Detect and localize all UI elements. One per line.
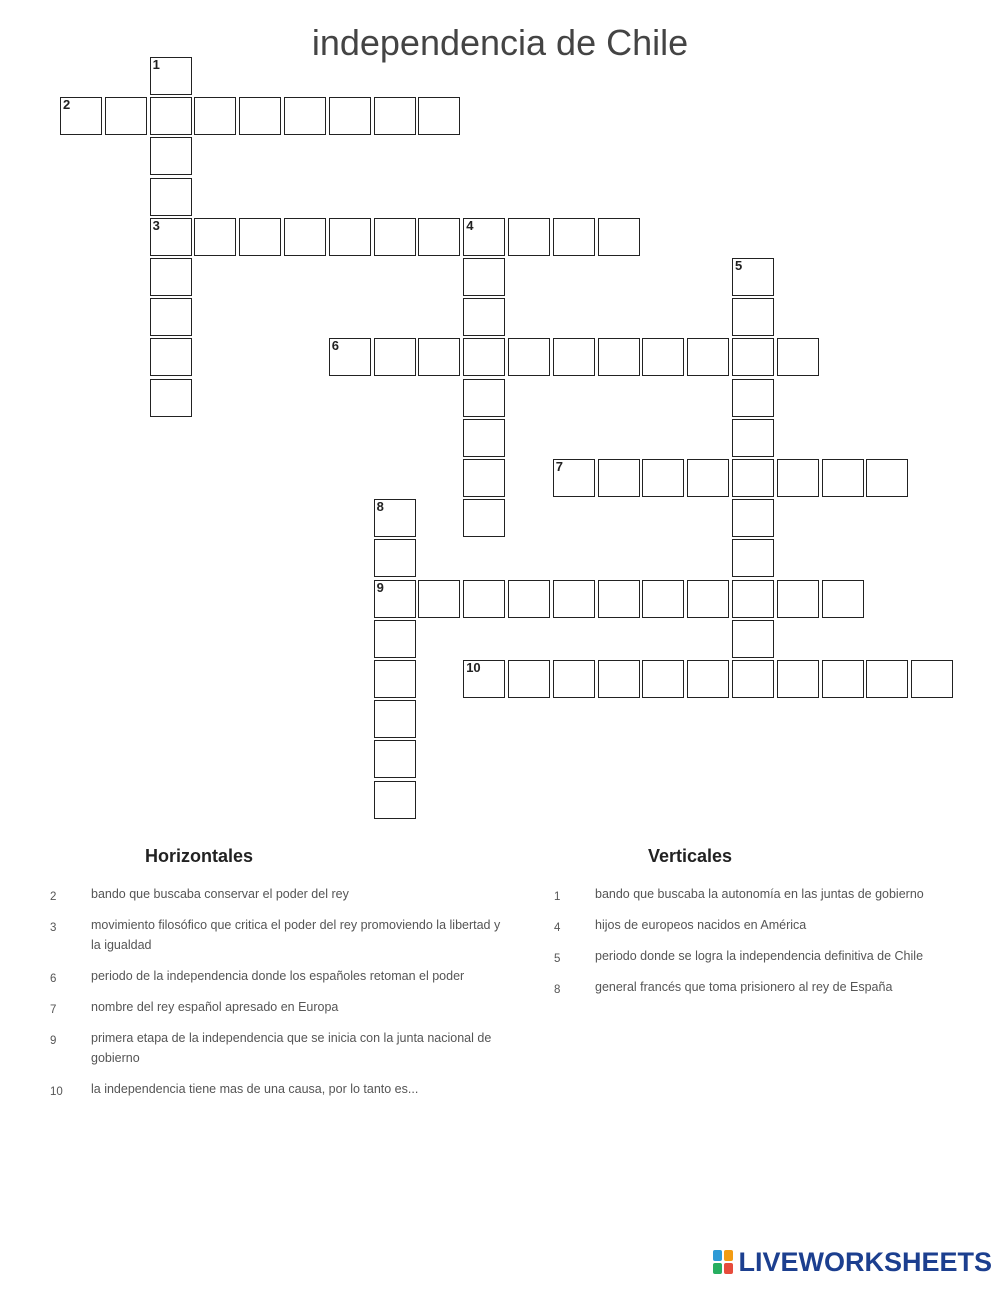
across-heading: Horizontales	[145, 846, 254, 866]
crossword-cell-input[interactable]	[464, 420, 504, 456]
crossword-cell-input[interactable]	[733, 500, 773, 536]
crossword-cell[interactable]	[732, 298, 774, 336]
crossword-cell[interactable]	[150, 57, 192, 95]
clue-text: la independencia tiene mas de una causa, por lo tanto es...	[91, 1082, 419, 1096]
crossword-cell-input[interactable]	[151, 179, 191, 215]
crossword-cell-input[interactable]	[151, 138, 191, 174]
crossword-cell-input[interactable]	[554, 661, 594, 697]
crossword-cell[interactable]	[642, 459, 684, 497]
crossword-cell[interactable]	[508, 338, 550, 376]
crossword-cell[interactable]	[732, 379, 774, 417]
clue-text: periodo de la independencia donde los españoles retoman el poder	[91, 969, 465, 983]
crossword-cell[interactable]	[374, 499, 416, 537]
crossword-cell-input[interactable]	[688, 460, 728, 496]
crossword-cell[interactable]	[374, 660, 416, 698]
crossword-cell-input[interactable]	[688, 339, 728, 375]
crossword-cell-input[interactable]	[509, 219, 549, 255]
crossword-cell-input[interactable]	[867, 661, 907, 697]
crossword-cell-input[interactable]	[599, 219, 639, 255]
crossword-cell[interactable]	[150, 97, 192, 135]
crossword-cell-input[interactable]	[823, 661, 863, 697]
crossword-cell[interactable]	[732, 338, 774, 376]
crossword-cell[interactable]	[598, 338, 640, 376]
crossword-cell[interactable]	[239, 97, 281, 135]
crossword-cell-input[interactable]	[375, 701, 415, 737]
crossword-cell[interactable]	[687, 459, 729, 497]
crossword-cell-input[interactable]	[464, 380, 504, 416]
crossword-cell-input[interactable]	[330, 219, 370, 255]
cell-number: 3	[152, 217, 160, 233]
crossword-cell[interactable]	[150, 298, 192, 336]
clue-number: 2	[50, 891, 57, 903]
crossword-cell-input[interactable]	[195, 98, 235, 134]
crossword-cell[interactable]	[732, 580, 774, 618]
crossword-cell[interactable]	[463, 419, 505, 457]
crossword-cell[interactable]	[553, 218, 595, 256]
crossword-cell-input[interactable]	[419, 339, 459, 375]
crossword-cell[interactable]	[642, 660, 684, 698]
crossword-cell[interactable]	[374, 218, 416, 256]
crossword-cell[interactable]	[150, 338, 192, 376]
crossword-cell[interactable]	[866, 660, 908, 698]
crossword-cell-input[interactable]	[419, 98, 459, 134]
crossword-cell[interactable]	[374, 539, 416, 577]
clue-text: general francés que toma prisionero al rey de España	[595, 980, 893, 994]
crossword-cell[interactable]	[777, 660, 819, 698]
crossword-cell[interactable]	[598, 660, 640, 698]
clue-number: 4	[554, 922, 561, 934]
clue-number: 7	[50, 1004, 57, 1016]
crossword-cell[interactable]	[732, 419, 774, 457]
crossword-cell[interactable]	[732, 620, 774, 658]
crossword-cell-input[interactable]	[375, 621, 415, 657]
crossword-cell-input[interactable]	[867, 460, 907, 496]
crossword-cell-input[interactable]	[419, 219, 459, 255]
crossword-cell-input[interactable]	[733, 581, 773, 617]
crossword-cell[interactable]	[418, 580, 460, 618]
crossword-cell[interactable]	[374, 97, 416, 135]
crossword-cell-input[interactable]	[464, 500, 504, 536]
crossword-cell-input[interactable]	[643, 581, 683, 617]
logo-icon-tile	[724, 1263, 733, 1274]
crossword-cell-input[interactable]	[509, 339, 549, 375]
crossword-cell-input[interactable]	[151, 299, 191, 335]
crossword-cell[interactable]	[598, 218, 640, 256]
crossword-cell-input[interactable]	[240, 98, 280, 134]
clue-number: 8	[554, 984, 561, 996]
crossword-cell[interactable]	[822, 580, 864, 618]
crossword-cell[interactable]	[866, 459, 908, 497]
crossword-cell-input[interactable]	[375, 219, 415, 255]
crossword-cell[interactable]	[777, 459, 819, 497]
crossword-cell-input[interactable]	[912, 661, 952, 697]
crossword-cell-input[interactable]	[599, 581, 639, 617]
clue-text: periodo donde se logra la independencia definitiva de Chile	[595, 949, 924, 963]
crossword-cell-input[interactable]	[778, 460, 818, 496]
crossword-cell[interactable]	[777, 338, 819, 376]
crossword-cell-input[interactable]	[823, 581, 863, 617]
crossword-cell-input[interactable]	[733, 621, 773, 657]
crossword-cell-input[interactable]	[733, 339, 773, 375]
crossword-cell[interactable]	[822, 459, 864, 497]
down-heading: Verticales	[648, 846, 733, 866]
logo-icon	[712, 1249, 734, 1275]
crossword-cell-input[interactable]	[151, 339, 191, 375]
cell-number: 10	[466, 660, 481, 675]
crossword-cell-input[interactable]	[509, 581, 549, 617]
crossword-cell-input[interactable]	[151, 98, 191, 134]
crossword-cell-input[interactable]	[195, 219, 235, 255]
cell-number: 1	[152, 57, 160, 72]
clue-text: movimiento filosófico que critica el poder del rey promoviendo la libertad y la igualdad	[91, 918, 501, 952]
crossword-cell[interactable]	[284, 97, 326, 135]
crossword-cell-input[interactable]	[688, 581, 728, 617]
logo-text: LIVEWORKSHEETS	[738, 1246, 992, 1277]
crossword-cell[interactable]	[463, 660, 505, 698]
crossword-cell-input[interactable]	[733, 460, 773, 496]
clue-number: 5	[554, 953, 561, 965]
crossword-cell-input[interactable]	[643, 460, 683, 496]
down-clue-list	[554, 884, 974, 1008]
crossword-cell[interactable]	[463, 258, 505, 296]
crossword-cell[interactable]	[553, 459, 595, 497]
cell-number: 8	[376, 499, 384, 515]
clue-number: 3	[50, 922, 57, 934]
down-clue	[554, 915, 974, 935]
across-clue	[50, 884, 510, 904]
crossword-cell-input[interactable]	[285, 98, 325, 134]
crossword-cell-input[interactable]	[643, 339, 683, 375]
crossword-cell-input[interactable]	[554, 339, 594, 375]
crossword-cell-input[interactable]	[733, 299, 773, 335]
crossword-cell[interactable]	[732, 539, 774, 577]
crossword-cell[interactable]	[239, 218, 281, 256]
down-clue	[554, 977, 974, 997]
crossword-cell[interactable]	[642, 338, 684, 376]
crossword-cell[interactable]	[732, 459, 774, 497]
crossword-cell[interactable]	[150, 218, 192, 256]
crossword-cell-input[interactable]	[509, 661, 549, 697]
crossword-cell-input[interactable]	[554, 219, 594, 255]
crossword-cell-input[interactable]	[688, 661, 728, 697]
crossword-cell-input[interactable]	[375, 339, 415, 375]
crossword-cell-input[interactable]	[599, 661, 639, 697]
crossword-cell-input[interactable]	[375, 661, 415, 697]
crossword-cell-input[interactable]	[240, 219, 280, 255]
crossword-cell-input[interactable]	[733, 380, 773, 416]
crossword-cell-input[interactable]	[375, 540, 415, 576]
logo-icon-tile	[724, 1250, 733, 1261]
crossword-cell-input[interactable]	[733, 540, 773, 576]
liveworksheets-logo	[712, 1247, 992, 1277]
crossword-cell[interactable]	[374, 781, 416, 819]
down-clue	[554, 946, 974, 966]
crossword-cell[interactable]	[911, 660, 953, 698]
crossword-cell-input[interactable]	[823, 460, 863, 496]
clue-text: primera etapa de la independencia que se inicia con la junta nacional de gobierno	[91, 1031, 492, 1065]
crossword-cell[interactable]	[508, 218, 550, 256]
crossword-cell-input[interactable]	[733, 420, 773, 456]
crossword-cell-input[interactable]	[375, 782, 415, 818]
logo-icon-tile	[713, 1250, 722, 1261]
crossword-cell[interactable]	[687, 660, 729, 698]
across-clue	[50, 966, 510, 986]
logo-icon-tile	[713, 1263, 722, 1274]
crossword-cell-input[interactable]	[375, 98, 415, 134]
crossword-cell[interactable]	[418, 338, 460, 376]
across-clue-list	[50, 884, 510, 1110]
crossword-cell[interactable]	[105, 97, 147, 135]
crossword-cell-input[interactable]	[330, 98, 370, 134]
down-clue	[554, 884, 974, 904]
crossword-cell-input[interactable]	[151, 380, 191, 416]
crossword-cell[interactable]	[598, 459, 640, 497]
crossword-cell[interactable]	[329, 97, 371, 135]
crossword-cell[interactable]	[329, 338, 371, 376]
crossword-cell-input[interactable]	[599, 460, 639, 496]
crossword-cell[interactable]	[463, 580, 505, 618]
crossword-cell[interactable]	[463, 298, 505, 336]
crossword-cell[interactable]	[508, 580, 550, 618]
crossword-cell[interactable]	[553, 660, 595, 698]
crossword-cell-input[interactable]	[285, 219, 325, 255]
across-clue	[50, 1079, 510, 1099]
crossword-cell[interactable]	[374, 620, 416, 658]
clue-text: nombre del rey español apresado en Europa	[91, 1000, 339, 1014]
crossword-cell-input[interactable]	[778, 581, 818, 617]
crossword-cell-input[interactable]	[464, 581, 504, 617]
crossword-cell[interactable]	[598, 580, 640, 618]
crossword-cell[interactable]	[374, 580, 416, 618]
crossword-cell[interactable]	[642, 580, 684, 618]
across-clue	[50, 1028, 510, 1068]
crossword-cell[interactable]	[150, 258, 192, 296]
crossword-cell-input[interactable]	[643, 661, 683, 697]
crossword-cell[interactable]	[508, 660, 550, 698]
crossword-cell-input[interactable]	[778, 661, 818, 697]
crossword-cell[interactable]	[194, 218, 236, 256]
crossword-cell[interactable]	[463, 379, 505, 417]
clue-number: 10	[50, 1086, 63, 1098]
cell-number: 6	[331, 338, 340, 354]
crossword-cell[interactable]	[822, 660, 864, 698]
crossword-cell[interactable]	[463, 459, 505, 497]
crossword-cell-input[interactable]	[151, 259, 191, 295]
crossword-cell[interactable]	[463, 499, 505, 537]
clue-number: 6	[50, 973, 57, 985]
clue-text: bando que buscaba conservar el poder del rey	[91, 887, 349, 901]
crossword-cell[interactable]	[150, 379, 192, 417]
crossword-cell-input[interactable]	[733, 661, 773, 697]
cell-number: 5	[735, 258, 743, 273]
crossword-cell-input[interactable]	[106, 98, 146, 134]
crossword-cell-input[interactable]	[778, 339, 818, 375]
clue-number: 9	[50, 1035, 57, 1047]
clue-text: bando que buscaba la autonomía en las juntas de gobierno	[595, 887, 924, 901]
crossword-cell[interactable]	[687, 580, 729, 618]
crossword-cell[interactable]	[732, 660, 774, 698]
cell-number: 4	[466, 217, 474, 233]
crossword-cell[interactable]	[329, 218, 371, 256]
crossword-cell[interactable]	[418, 218, 460, 256]
clue-text: hijos de europeos nacidos en América	[595, 918, 807, 932]
worksheet-title: independencia de Chile	[311, 22, 689, 63]
crossword-cell-input[interactable]	[464, 259, 504, 295]
crossword-cell-input[interactable]	[419, 581, 459, 617]
cell-number: 2	[63, 97, 71, 113]
crossword-cell[interactable]	[463, 338, 505, 376]
crossword-cell-input[interactable]	[464, 299, 504, 335]
crossword-cell[interactable]	[418, 97, 460, 135]
crossword-cell[interactable]	[732, 258, 774, 296]
crossword-cell[interactable]	[194, 97, 236, 135]
crossword-cell[interactable]	[150, 178, 192, 216]
crossword-cell[interactable]	[60, 97, 102, 135]
crossword-cell-input[interactable]	[464, 460, 504, 496]
crossword-cell[interactable]	[687, 338, 729, 376]
crossword-cell[interactable]	[732, 499, 774, 537]
crossword-cell[interactable]	[150, 137, 192, 175]
across-clue	[50, 915, 510, 955]
crossword-cell[interactable]	[374, 740, 416, 778]
crossword-cell[interactable]	[374, 700, 416, 738]
crossword-cell[interactable]	[284, 218, 326, 256]
cell-number: 9	[376, 579, 384, 595]
across-clue	[50, 997, 510, 1017]
crossword-cell[interactable]	[374, 338, 416, 376]
crossword-cell[interactable]	[777, 580, 819, 618]
crossword-cell[interactable]	[463, 218, 505, 256]
crossword-cell-input[interactable]	[375, 741, 415, 777]
crossword-cell-input[interactable]	[554, 581, 594, 617]
clue-number: 1	[554, 891, 561, 903]
crossword-cell-input[interactable]	[599, 339, 639, 375]
crossword-cell[interactable]	[553, 338, 595, 376]
cell-number: 7	[555, 459, 564, 474]
crossword-cell[interactable]	[553, 580, 595, 618]
crossword-cell-input[interactable]	[464, 339, 504, 375]
